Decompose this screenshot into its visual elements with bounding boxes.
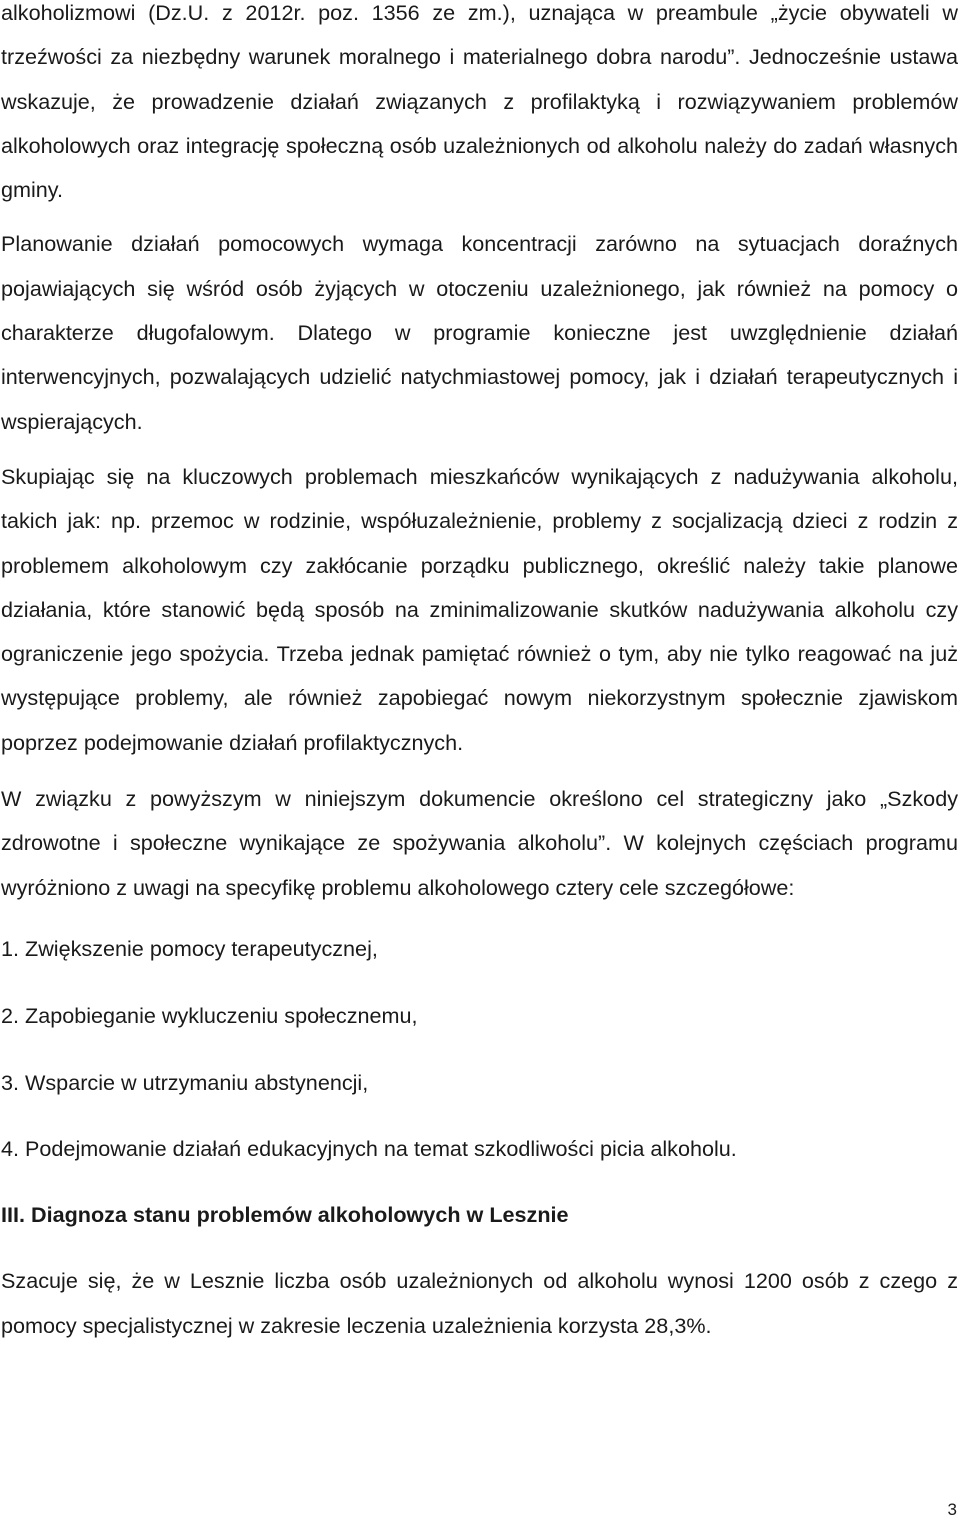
paragraph-planning: Planowanie działań pomocowych wymaga koncentracji zarówno na sytuacjach doraźnych pojawiających się wśród osób żyjących w otoczeniu uzależnionego, jak również na pomocy o charakterze długofalowym. Dlatego w programie konieczne jest uwzględnienie działań interwencyjnych, pozwalających udzielić natychmiastowej pomocy, jak i działań terapeutycznych i wspierających.	[1, 231, 958, 434]
list-item-goal-2: 2. Zapobieganie wykluczeniu społecznemu,	[1, 1003, 418, 1029]
list-item-goal-1: 1. Zwiększenie pomocy terapeutycznej,	[1, 935, 378, 961]
list-item-goal-3: 3. Wsparcie w utrzymaniu abstynencji,	[1, 1069, 369, 1095]
paragraph-legal-basis: alkoholizmowi (Dz.U. z 2012r. poz. 1356 ze zm.), uznająca w preambule „życie obywateli w trzeźwości za niezbędny warunek moralnego i materialnego dobra narodu”. Jednocześnie ustawa wskazuje, że prowadzenie działań związanych z profilaktyką i rozwiązywaniem problemów alkoholowych oraz integrację społeczną osób uzależnionych od alkoholu należy do zadań własnych gminy.	[1, 0, 958, 203]
paragraph-key-problems: Skupiając się na kluczowych problemach mieszkańców wynikających z nadużywania alkoholu, takich jak: np. przemoc w rodzinie, współuzależnienie, problemy z socjalizacją dzieci z rodzin z problemem alkoholowym czy zakłócanie porządku publicznego, określić należy takie planowe działania, które stanowić będą sposób na zminimalizowanie skutków nadużywania alkoholu czy ograniczenie jego spożycia. Trzeba jednak pamiętać również o tym, aby nie tylko reagować na już występujące problemy, ale również zapobiegać nowym niekorzystnym społecznie zjawiskom poprzez podejmowanie działań profilaktycznych.	[1, 463, 958, 755]
section-heading: III. Diagnoza stanu problemów alkoholowych w Lesznie	[1, 1202, 569, 1228]
list-item-goal-4: 4. Podejmowanie działań edukacyjnych na temat szkodliwości picia alkoholu.	[1, 1135, 737, 1161]
page-number: 3	[947, 1500, 957, 1519]
page-content	[1, 0, 958, 1348]
paragraph-diagnosis: Szacuje się, że w Lesznie liczba osób uzależnionych od alkoholu wynosi 1200 osób z czego z pomocy specjalistycznej w zakresie leczenia uzależnienia korzysta 28,3%.	[1, 1268, 958, 1338]
paragraph-strategic-goal: W związku z powyższym w niniejszym dokumencie określono cel strategiczny jako „Szkody zdrowotne i społeczne wynikające ze spożywania alkoholu”. W kolejnych częściach programu wyróżniono z uwagi na specyfikę problemu alkoholowego cztery cele szczegółowe:	[1, 786, 958, 900]
